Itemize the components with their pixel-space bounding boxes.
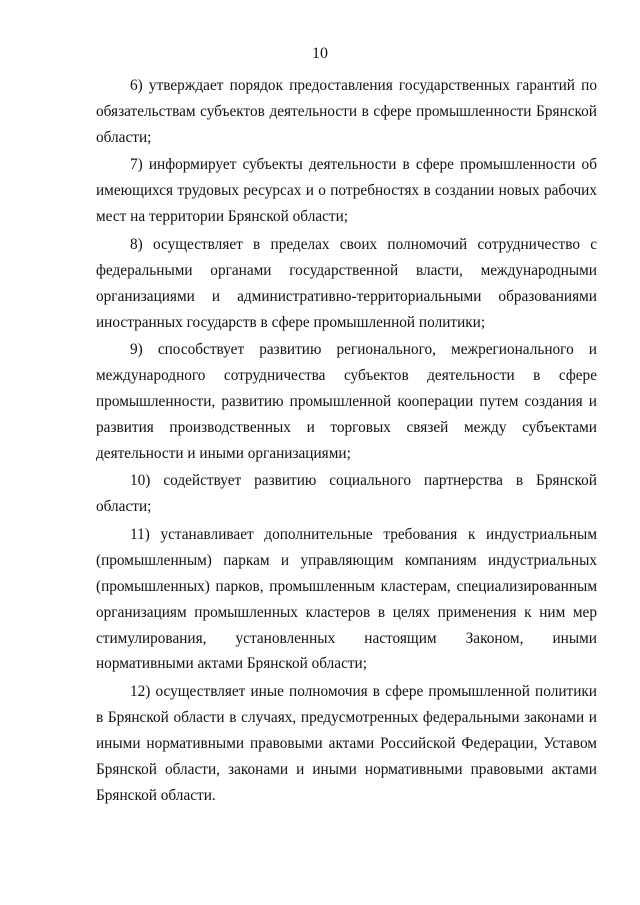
paragraph-item-11: 11) устанавливает дополнительные требования к индустриальным (промышленным) паркам и управляющим компаниям индустриальных (промышленных) парков, промышленным кластерам, специализированным организациям промышленных кластеров в целях применения к ним мер стимулирования, установленных настоящим Законом, иными нормативными актами Брянской области; — [96, 525, 597, 673]
page-number: 10 — [312, 45, 328, 62]
paragraph-item-8: 8) осуществляет в пределах своих полномочий сотрудничество с федеральными органами государственной власти, международными организациями и административно-территориальными образованиями иностранных государств в сфере промышленной политики; — [96, 235, 597, 331]
paragraph-item-6: 6) утверждает порядок предоставления государственных гарантий по обязательствам субъектов деятельности в сфере промышленности Брянской области; — [96, 77, 597, 146]
paragraph-item-12: 12) осуществляет иные полномочия в сфере промышленной политики в Брянской области в случаях, предусмотренных федеральными законами и иными нормативными правовыми актами Российской Федерации, Уставом Брянской области, законами и иными нормативными правовыми актами Брянской области. — [96, 682, 597, 804]
document-body — [96, 73, 597, 810]
paragraph-item-7: 7) информирует субъекты деятельности в сфере промышленности об имеющихся трудовых ресурсах и о потребностях в создании новых рабочих мест на территории Брянской области; — [96, 156, 597, 226]
paragraph-item-10: 10) содействует развитию социального партнерства в Брянской области; — [96, 472, 597, 516]
paragraph-item-9: 9) способствует развитию регионального, межрегионального и международного сотрудничества субъектов деятельности в сфере промышленности, развитию промышленной кооперации путем создания и развития производственных и торговых связей между субъектами деятельности и иными организациями; — [96, 341, 597, 462]
